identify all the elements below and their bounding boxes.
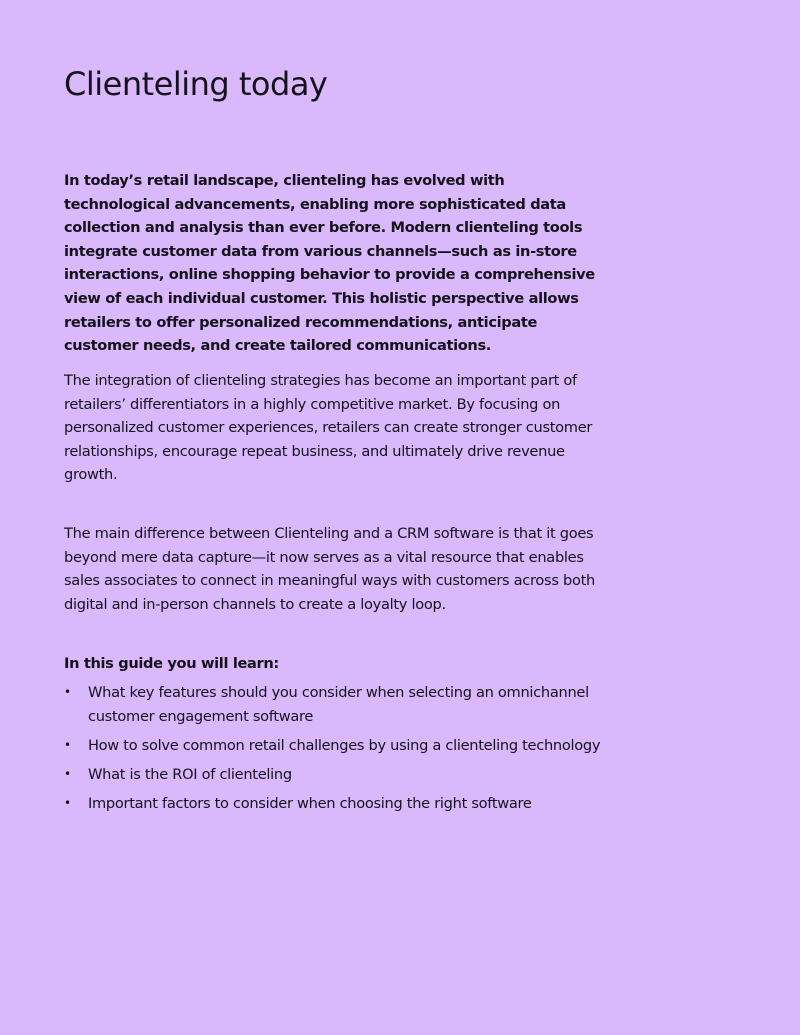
list-item-text: What key features should you consider when selecting an omnichannel customer engagement software xyxy=(88,684,589,725)
bullet-icon: • xyxy=(64,795,71,810)
learning-list xyxy=(64,681,604,821)
list-item xyxy=(64,792,604,816)
bullet-icon: • xyxy=(64,685,71,699)
body-paragraph-crm-difference: The main difference between Clienteling and a CRM software is that it goes beyond mere data capture—it now serves as a vital resource that enables sales associates to connect in meaningful ways with customers across both digital and in-person channels to create a loyalty loop. xyxy=(64,525,595,613)
bullet-icon: • xyxy=(64,766,71,781)
list-item xyxy=(64,734,604,758)
page-title: Clienteling today xyxy=(64,65,328,103)
list-item-text: What is the ROI of clienteling xyxy=(88,765,292,783)
guide-heading: In this guide you will learn: xyxy=(64,655,279,672)
bullet-icon: • xyxy=(64,737,71,752)
list-item xyxy=(64,681,604,728)
body-paragraph-integration: The integration of clienteling strategies has become an important part of retailers’ differentiators in a highly competitive market. By focusing on personalized customer experiences, retailers can create stronger customer relationships, encourage repeat business, and ultimately drive revenue growth. xyxy=(64,372,593,484)
list-item-text: How to solve common retail challenges by using a clienteling technology xyxy=(88,736,601,754)
list-item-text: Important factors to consider when choosing the right software xyxy=(88,794,532,812)
list-item xyxy=(64,763,604,787)
intro-paragraph: In today’s retail landscape, clienteling has evolved with technological advancements, enabling more sophisticated data collection and analysis than ever before. Modern clienteling tools integrate customer data from various channels—such as in-store interactions, online shopping behavior to provide a comprehensive view of each individual customer. This holistic perspective allows retailers to offer personalized recommendations, anticipate customer needs, and create tailored communications. xyxy=(64,172,595,355)
